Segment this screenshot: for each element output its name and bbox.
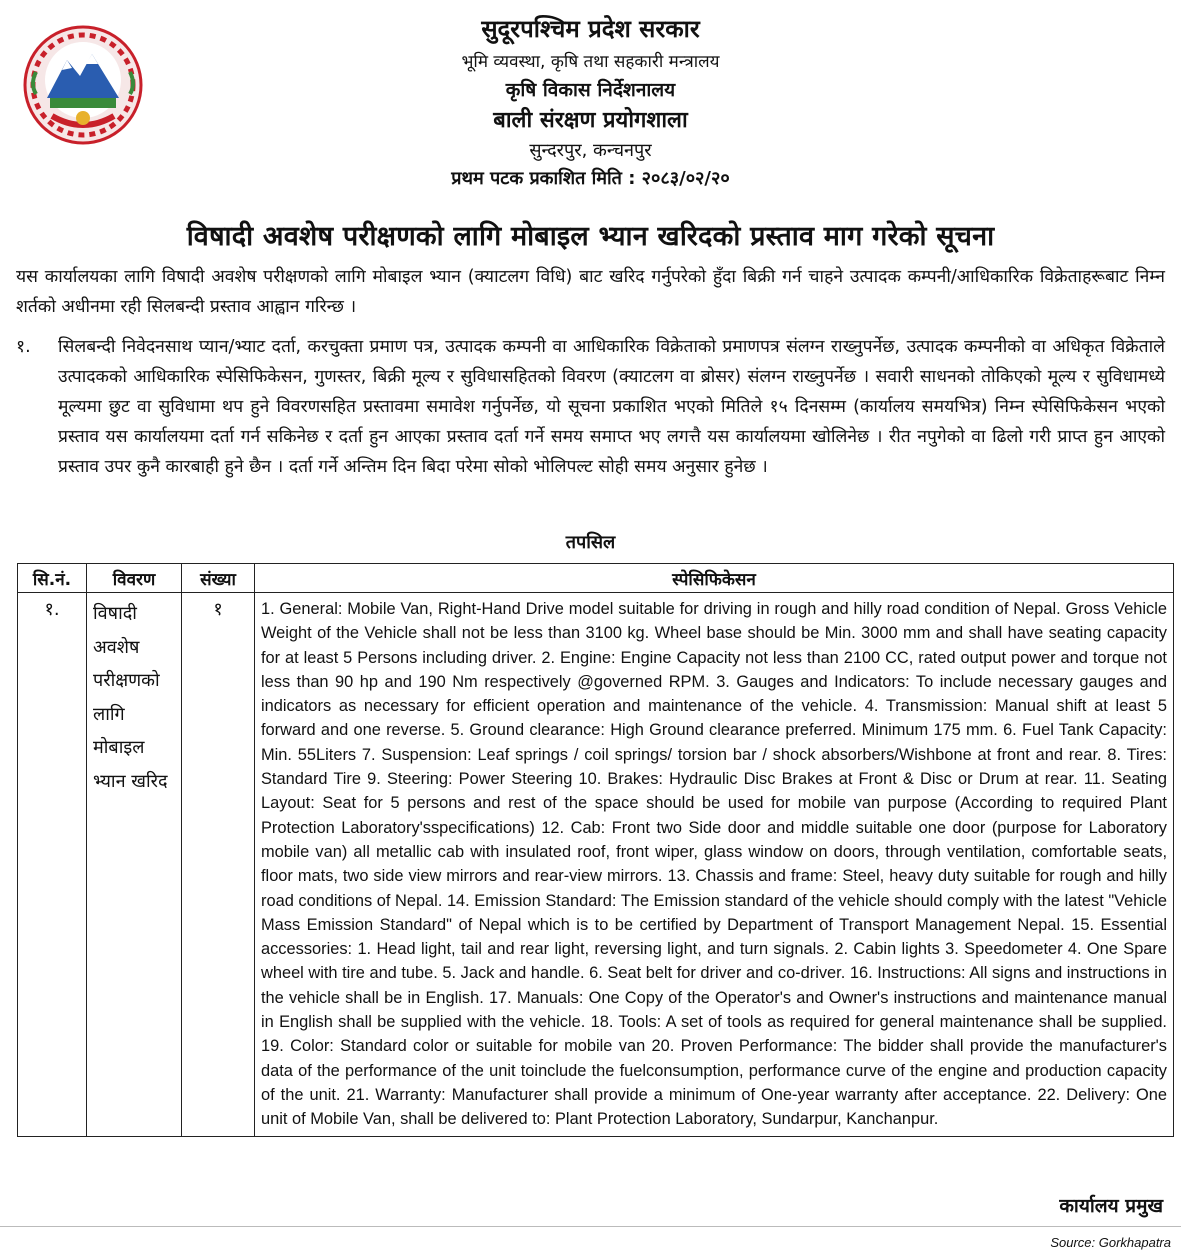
specification-table bbox=[17, 563, 1174, 1137]
cell-quantity: १ bbox=[182, 593, 255, 1137]
directorate-name: कृषि विकास निर्देशनालय bbox=[505, 79, 676, 101]
cell-description: विषादी अवशेष परीक्षणको लागि मोबाइल भ्यान खरिद bbox=[87, 593, 182, 1137]
office-name: बाली संरक्षण प्रयोगशाला bbox=[493, 108, 688, 133]
header-quantity: संख्या bbox=[182, 564, 255, 593]
letterhead bbox=[0, 8, 1181, 190]
source-credit: Source: Gorkhapatra bbox=[1050, 1235, 1171, 1250]
condition-text: सिलबन्दी निवेदनसाथ प्यान/भ्याट दर्ता, करचुक्ता प्रमाण पत्र, उत्पादक कम्पनी वा आधिकारिक विक्रेताको प्रमाणपत्र संलग्न राख्नुपर्नेछ, उत्पादक कम्पनीको वा अधिकृत विक्रेताले उत्पादकको आधिकारिक स्पेसिफिकेसन, गुणस्तर, बिक्री मूल्य र सुविधासहितको विवरण (क्याटलग वा ब्रोसर) संलग्न राख्नुपर्नेछ । सवारी साधनको तोकिएको मूल्य र सुविधामध्ये मूल्यमा छुट वा सुविधामा थप हुने विवरणसहित प्रस्तावमा समावेश गर्नुपर्नेछ, यो सूचना प्रकाशित भएको मितिले १५ दिनसम्म (कार्यालय समयभित्र) निम्न स्पेसिफिकेसन भएको प्रस्ताव यस कार्यालयमा दर्ता गर्न सकिनेछ र दर्ता हुन आएका प्रस्ताव दर्ता गर्ने समय समाप्त भए लगत्तै यस कार्यालयमा खोलिनेछ । रीत नपुगेको वा ढिलो गरी प्राप्त हुन आएको प्रस्ताव उपर कुनै कारबाही हुने छैन । दर्ता गर्ने अन्तिम दिन बिदा परेमा सोको भोलिपल्ट सोही समय अनुसार हुनेछ । bbox=[58, 337, 1165, 477]
condition-number: १. bbox=[16, 337, 31, 357]
notice-title: विषादी अवशेष परीक्षणको लागि मोबाइल भ्यान खरिदको प्रस्ताव माग गरेको सूचना bbox=[186, 221, 995, 252]
header-specification: स्पेसिफिकेसन bbox=[255, 564, 1174, 593]
condition-paragraph bbox=[16, 332, 1165, 482]
ministry-name: भूमि व्यवस्था, कृषि तथा सहकारी मन्त्रालय bbox=[461, 52, 720, 72]
header-description: विवरण bbox=[87, 564, 182, 593]
office-address: सुन्दरपुर, कन्चनपुर bbox=[529, 140, 652, 161]
header-sn: सि.नं. bbox=[18, 564, 87, 593]
government-name: सुदूरपश्चिम प्रदेश सरकार bbox=[481, 15, 700, 43]
table-header-row bbox=[18, 564, 1174, 593]
cell-specification: 1. General: Mobile Van, Right-Hand Drive model suitable for driving in rough and hilly road condition of Nepal. Gross Vehicle Weight of the Vehicle shall not be less than 3100 kg. Wheel base should be Min. 3000 mm and shall have seating capacity for at least 5 Persons including driver. 2. Engine: Engine Capacity not less than 2100 CC, rated output power and torque not less than 90 hp and 190 Nm respectively @governed RPM. 3. Gauges and Indicators: To include necessary gauges and indicators as necessary for efficient operation and maintenance of the vehicle. 4. Transmission: Manual shift at least 5 forward and one reverse. 5. Ground clearance: High Ground clearance preferred. Minimum 175 mm. 6. Fuel Tank Capacity: Min. 55Liters 7. Suspension: Leaf springs / coil springs/ torsion bar / shock absorbers/Wishbone at front and rear. 8. Tires: Standard Tire 9. Steering: Power Steering 10. Brakes: Hydraulic Disc Brakes at Front & Disc or Drum at rear. 11. Seating Layout: Seat for 5 persons and rest of the space should be used for mobile van purpose (According to required Plant Protection Laboratory'sspecifications) 12. Cab: Front two Side door and middle suitable one door (purpose for Laboratory mobile van) all metallic cab with insulated roof, front wiper, glass window on doors, through ventilation, comfortable seats, floor mats, two side view mirrors and rear-view mirrors. 13. Chassis and frame: Steel, heavy duty suitable for rough and hilly road conditions of Nepal. 14. Emission Standard: The Emission standard of the vehicle should comply with the latest "Vehicle Mass Emission Standard" of Nepal which is to be certified by Department of Transport Management Nepal. 15. Essential accessories: 1. Head light, tail and rear light, reversing light, and turn signals. 2. Cabin lights 3. Speedometer 4. One Spare wheel with tire and tube. 5. Jack and handle. 6. Seat belt for driver and co-driver. 16. Instructions: All signs and instructions in the vehicle shall be in English. 17. Manuals: One Copy of the Operator's and Owner's instructions and maintenance manual in English shall be supplied with the vehicle. 18. Tools: A set of tools as required for general maintenance shall be supplied. 19. Color: Standard color or suitable for mobile van 20. Proven Performance: The bidder shall provide the manufacturer's data of the performance of the unit toinclude the fuelconsumption, performance curve of the engine and production capacity of the unit. 21. Warranty: Manufacturer shall provide a minimum of One-year warranty after acceptance. 22. Delivery: One unit of Mobile Van, shall be delivered to: Plant Protection Laboratory, Sundarpur, Kanchanpur. bbox=[255, 593, 1174, 1137]
schedule-label: तपसिल bbox=[565, 532, 616, 553]
cell-sn: १. bbox=[18, 593, 87, 1137]
intro-paragraph: यस कार्यालयका लागि विषादी अवशेष परीक्षणको लागि मोबाइल भ्यान (क्याटलग विधि) बाट खरिद गर्नुपरेको हुँदा बिक्री गर्न चाहने उत्पादक कम्पनी/आधिकारिक विक्रेताहरूबाट निम्न शर्तको अधीनमा रही सिलबन्दी प्रस्ताव आह्वान गरिन्छ । bbox=[16, 267, 1165, 317]
footer-divider bbox=[0, 1226, 1181, 1227]
published-date: प्रथम पटक प्रकाशित मिति : २०८३/०२/२० bbox=[451, 168, 730, 189]
signature-title: कार्यालय प्रमुख bbox=[1059, 1195, 1163, 1217]
table-row bbox=[18, 593, 1174, 1137]
